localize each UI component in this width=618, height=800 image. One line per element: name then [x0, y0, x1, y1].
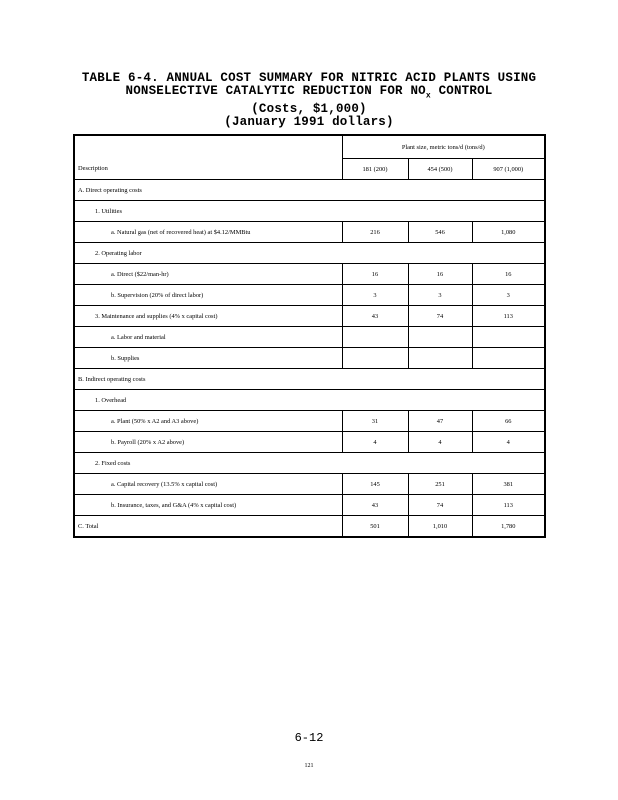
footer-mark: 121 [304, 763, 314, 769]
cost-cell: 113 [472, 306, 545, 327]
row-label: b. Supplies [74, 348, 342, 369]
row-label: b. Supervision (20% of direct labor) [74, 285, 342, 306]
cost-cell: 1,080 [472, 222, 545, 243]
cost-cell [408, 327, 472, 348]
cost-table [73, 134, 546, 538]
row-label: a. Plant (50% x A2 and A3 above) [74, 411, 342, 432]
table-row [74, 390, 545, 411]
cost-cell: 1,780 [472, 516, 545, 538]
description-header-spacer [74, 135, 342, 159]
cost-cell: 43 [342, 495, 408, 516]
row-label: C. Total [74, 516, 342, 538]
cost-cell: 16 [408, 264, 472, 285]
table-row [74, 495, 545, 516]
col-header-181: 181 (200) [342, 159, 408, 180]
cost-cell: 4 [342, 432, 408, 453]
table-row [74, 411, 545, 432]
cost-cell: 16 [342, 264, 408, 285]
table-row [74, 264, 545, 285]
table-row [74, 453, 545, 474]
row-label: a. Capital recovery (13.5% x capital cost) [74, 474, 342, 495]
cost-cell: 546 [408, 222, 472, 243]
page-number: 6-12 [294, 731, 324, 745]
row-label: 1. Overhead [74, 390, 545, 411]
row-label: B. Indirect operating costs [74, 369, 545, 390]
col-header-907: 907 (1,000) [472, 159, 545, 180]
cost-cell: 4 [408, 432, 472, 453]
title-subscript: x [425, 91, 431, 101]
cost-cell: 3 [408, 285, 472, 306]
cost-cell: 16 [472, 264, 545, 285]
table-row [74, 348, 545, 369]
row-label: a. Direct ($22/man-hr) [74, 264, 342, 285]
row-label: A. Direct operating costs [74, 180, 545, 201]
table-row [74, 474, 545, 495]
table-row [74, 180, 545, 201]
row-label: 2. Operating labor [74, 243, 545, 264]
cost-cell: 501 [342, 516, 408, 538]
cost-cell [472, 348, 545, 369]
table-row [74, 369, 545, 390]
col-header-454: 454 (500) [408, 159, 472, 180]
cost-cell: 1,010 [408, 516, 472, 538]
cost-cell: 251 [408, 474, 472, 495]
cost-cell [408, 348, 472, 369]
title-line-3: (Costs, $1,000) [251, 101, 367, 116]
table-row [74, 285, 545, 306]
cost-cell: 113 [472, 495, 545, 516]
table-row [74, 243, 545, 264]
plant-size-header: Plant size, metric tons/d (tons/d) [342, 135, 545, 159]
description-header: Description [74, 159, 342, 180]
cost-cell: 145 [342, 474, 408, 495]
table-row [74, 201, 545, 222]
title-line-2-end: CONTROL [430, 84, 493, 98]
table-row [74, 327, 545, 348]
header-row-1 [74, 135, 545, 159]
cost-cell [472, 327, 545, 348]
title-line-2-text: NONSELECTIVE CATALYTIC REDUCTION FOR NO [125, 84, 426, 98]
cost-cell [342, 327, 408, 348]
title-line-2 [0, 85, 618, 103]
table-row [74, 432, 545, 453]
row-label: a. Natural gas (net of recovered heat) at $4.12/MMBtu [74, 222, 342, 243]
cost-cell: 31 [342, 411, 408, 432]
cost-cell: 74 [408, 306, 472, 327]
table-title [0, 72, 618, 129]
row-label: b. Insurance, taxes, and G&A (4% x capital cost) [74, 495, 342, 516]
table-row [74, 222, 545, 243]
cost-cell: 47 [408, 411, 472, 432]
title-line-4: (January 1991 dollars) [224, 114, 394, 129]
cost-cell: 66 [472, 411, 545, 432]
cost-cell: 3 [342, 285, 408, 306]
row-label: 1. Utilities [74, 201, 545, 222]
table-row [74, 306, 545, 327]
table-row [74, 516, 545, 538]
cost-cell: 4 [472, 432, 545, 453]
cost-cell: 3 [472, 285, 545, 306]
title-line-1: TABLE 6-4. ANNUAL COST SUMMARY FOR NITRIC ACID PLANTS USING [81, 71, 537, 85]
row-label: a. Labor and material [74, 327, 342, 348]
cost-cell: 216 [342, 222, 408, 243]
cost-cell: 74 [408, 495, 472, 516]
cost-cell [342, 348, 408, 369]
header-row-2 [74, 159, 545, 180]
row-label: 2. Fixed costs [74, 453, 545, 474]
row-label: b. Payroll (20% x A2 above) [74, 432, 342, 453]
row-label: 3. Maintenance and supplies (4% x capital cost) [74, 306, 342, 327]
cost-cell: 43 [342, 306, 408, 327]
cost-cell: 381 [472, 474, 545, 495]
